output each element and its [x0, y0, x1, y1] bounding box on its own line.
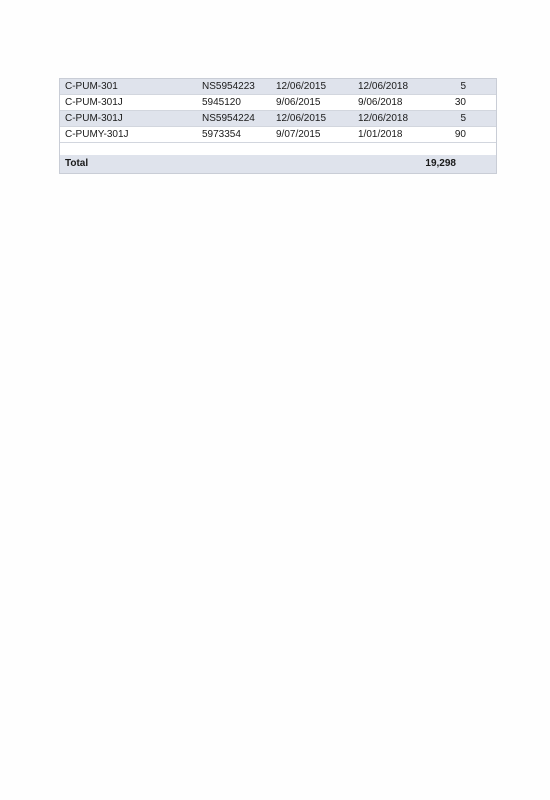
- total-row: [60, 155, 496, 173]
- table-row: [60, 111, 496, 127]
- total-label: Total: [65, 158, 89, 169]
- end-date-cell: 1/01/2018: [358, 129, 403, 140]
- total-value: 19,298: [425, 158, 456, 169]
- quantity-cell: 5: [460, 113, 466, 124]
- model-cell: C-PUM-301: [65, 81, 118, 92]
- model-cell: C-PUM-301J: [65, 97, 123, 108]
- data-table: [59, 78, 497, 174]
- serial-cell: NS5954224: [202, 113, 255, 124]
- table-row: [60, 79, 496, 95]
- end-date-cell: 12/06/2018: [358, 113, 409, 124]
- end-date-cell: 12/06/2018: [358, 81, 409, 92]
- table-row: [60, 127, 496, 143]
- start-date-cell: 9/07/2015: [276, 129, 321, 140]
- serial-cell: NS5954223: [202, 81, 255, 92]
- end-date-cell: 9/06/2018: [358, 97, 403, 108]
- serial-cell: 5945120: [202, 97, 241, 108]
- start-date-cell: 9/06/2015: [276, 97, 321, 108]
- start-date-cell: 12/06/2015: [276, 81, 327, 92]
- quantity-cell: 90: [454, 129, 466, 140]
- model-cell: C-PUMY-301J: [65, 129, 129, 140]
- serial-cell: 5973354: [202, 129, 241, 140]
- quantity-cell: 30: [454, 97, 466, 108]
- start-date-cell: 12/06/2015: [276, 113, 327, 124]
- model-cell: C-PUM-301J: [65, 113, 123, 124]
- table-row: [60, 95, 496, 111]
- quantity-cell: 5: [460, 81, 466, 92]
- spacer-row: [60, 143, 496, 155]
